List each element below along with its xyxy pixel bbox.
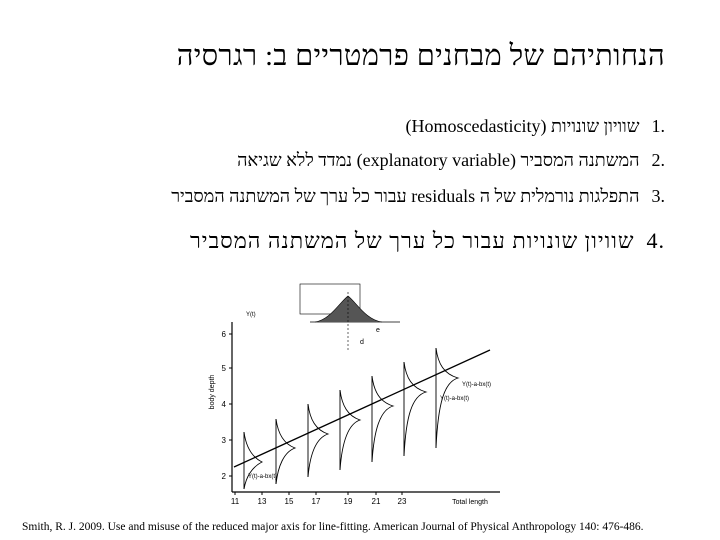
x-tick-label: 15	[284, 497, 294, 506]
item-text: המשתנה המסביר (explanatory variable) נמדד ללא שגיאה	[237, 150, 640, 170]
regression-diagram	[200, 282, 520, 517]
curve-label: Y(t)-a-bx(t)	[248, 474, 277, 480]
x-tick-label: 11	[230, 497, 240, 506]
x-tick-label: 21	[371, 497, 381, 506]
regression-line	[234, 350, 490, 467]
x-axis-label: Total length	[452, 499, 488, 506]
y-tick-label: 6	[221, 330, 226, 339]
y-tick-label: 5	[221, 364, 226, 373]
list-item-3	[30, 186, 665, 207]
slide-title: הנחותיהם של מבחנים פרמטריים ב: רגרסיה	[176, 40, 665, 72]
item-number: .1	[651, 116, 665, 136]
curve-label: Y(t)-a-bx(t)	[462, 382, 491, 388]
y-tick-label: 3	[221, 436, 226, 445]
item-number: .2	[651, 150, 665, 170]
curve-label: Y(t)	[246, 312, 256, 318]
y-tick-label: 4	[221, 400, 226, 409]
citation: Smith, R. J. 2009. Use and misuse of the reduced major axis for line-fitting. American Journal of Physical Anthropology 140: 476-486.	[22, 521, 644, 533]
item-text: שוויון שונויות (Homoscedasticity)	[405, 116, 640, 136]
inset-label: d	[360, 339, 364, 346]
inset-label: e	[376, 327, 380, 334]
list-item-2	[30, 150, 665, 171]
x-tick-label: 23	[397, 497, 407, 506]
y-tick-label: 2	[221, 472, 226, 481]
x-tick-label: 13	[257, 497, 267, 506]
x-ticks	[231, 492, 407, 506]
x-tick-label: 17	[311, 497, 321, 506]
normal-curves	[244, 348, 458, 489]
regression-figure	[200, 282, 520, 517]
item-number: .3	[651, 186, 665, 206]
curve-label: Y(t)-a-bx(t)	[440, 396, 469, 402]
y-axis-label: body depth	[209, 374, 216, 410]
y-ticks	[222, 330, 232, 481]
item-number: .4	[646, 228, 665, 253]
histogram-inset	[300, 284, 400, 352]
x-tick-label: 19	[343, 497, 353, 506]
item-text: התפלגות נורמלית של ה residuals עבור כל ערך של המשתנה המסביר	[171, 186, 640, 206]
list-item-1	[30, 116, 665, 137]
item-text: שוויון שונויות עבור כל ערך של המשתנה המסביר	[190, 228, 635, 253]
list-item-4	[30, 228, 665, 254]
